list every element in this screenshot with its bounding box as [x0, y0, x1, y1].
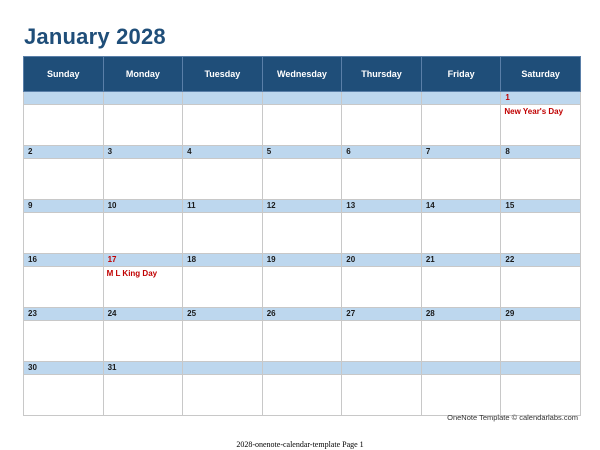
day-cell[interactable]: [24, 105, 104, 146]
day-number: 15: [501, 200, 581, 213]
day-cell[interactable]: [262, 105, 342, 146]
holiday-label: M L King Day: [106, 269, 158, 278]
day-cell[interactable]: [262, 321, 342, 362]
day-number: 19: [262, 254, 342, 267]
day-cell[interactable]: [501, 213, 581, 254]
day-cell[interactable]: [421, 375, 501, 416]
week-6-date-row: [24, 362, 581, 375]
day-number: 29: [501, 308, 581, 321]
day-number: 31: [103, 362, 183, 375]
empty-day-number: [183, 362, 263, 375]
day-cell[interactable]: [421, 321, 501, 362]
day-number: 14: [421, 200, 501, 213]
empty-day-number: [501, 362, 581, 375]
weekday-monday: Monday: [103, 57, 183, 92]
week-4-date-row: [24, 254, 581, 267]
day-number: 28: [421, 308, 501, 321]
day-cell[interactable]: [342, 321, 422, 362]
day-cell[interactable]: [183, 105, 263, 146]
day-number: 10: [103, 200, 183, 213]
day-number: 7: [421, 146, 501, 159]
day-cell[interactable]: [24, 159, 104, 200]
day-cell[interactable]: [342, 159, 422, 200]
day-cell[interactable]: [421, 213, 501, 254]
empty-day-number: [421, 92, 501, 105]
empty-day-number: [262, 92, 342, 105]
empty-day-number: [421, 362, 501, 375]
calendar-body: [24, 92, 581, 416]
day-cell[interactable]: [262, 213, 342, 254]
weekday-wednesday: Wednesday: [262, 57, 342, 92]
day-cell[interactable]: [183, 375, 263, 416]
day-number: 17: [103, 254, 183, 267]
day-cell[interactable]: [183, 321, 263, 362]
day-cell[interactable]: [421, 267, 501, 308]
day-number: 18: [183, 254, 263, 267]
day-cell[interactable]: [501, 375, 581, 416]
week-1-body-row: [24, 105, 581, 146]
template-credit: OneNote Template © calendarlabs.com: [447, 413, 578, 422]
empty-day-number: [342, 92, 422, 105]
day-number: 5: [262, 146, 342, 159]
day-number: 13: [342, 200, 422, 213]
day-cell[interactable]: [183, 159, 263, 200]
page-footer: 2028-onenote-calendar-template Page 1: [236, 440, 364, 449]
day-cell[interactable]: [342, 213, 422, 254]
calendar-grid: [23, 56, 581, 416]
day-cell[interactable]: [501, 105, 581, 146]
day-cell[interactable]: [103, 375, 183, 416]
day-cell[interactable]: [262, 267, 342, 308]
day-number: 30: [24, 362, 104, 375]
day-number: 27: [342, 308, 422, 321]
week-2-body-row: [24, 159, 581, 200]
day-cell[interactable]: [421, 159, 501, 200]
day-number: 26: [262, 308, 342, 321]
day-cell[interactable]: [24, 375, 104, 416]
weekday-sunday: Sunday: [24, 57, 104, 92]
day-number: 20: [342, 254, 422, 267]
day-number: 16: [24, 254, 104, 267]
day-cell[interactable]: [183, 267, 263, 308]
day-cell[interactable]: [103, 159, 183, 200]
day-cell[interactable]: [262, 375, 342, 416]
week-5-date-row: [24, 308, 581, 321]
day-number: 2: [24, 146, 104, 159]
day-cell[interactable]: [103, 321, 183, 362]
day-number: 22: [501, 254, 581, 267]
day-cell[interactable]: [501, 267, 581, 308]
week-4-body-row: [24, 267, 581, 308]
day-cell[interactable]: [342, 375, 422, 416]
week-2-date-row: [24, 146, 581, 159]
day-cell[interactable]: [342, 105, 422, 146]
day-cell[interactable]: [24, 321, 104, 362]
week-1-date-row: [24, 92, 581, 105]
week-3-date-row: [24, 200, 581, 213]
day-cell[interactable]: [501, 159, 581, 200]
day-cell[interactable]: [342, 267, 422, 308]
week-5-body-row: [24, 321, 581, 362]
weekday-thursday: Thursday: [342, 57, 422, 92]
empty-day-number: [183, 92, 263, 105]
day-number: 11: [183, 200, 263, 213]
day-number: 23: [24, 308, 104, 321]
day-number: 1: [501, 92, 581, 105]
day-cell[interactable]: [24, 267, 104, 308]
day-number: 25: [183, 308, 263, 321]
calendar-title: January 2028: [24, 24, 166, 49]
day-number: 12: [262, 200, 342, 213]
day-number: 9: [24, 200, 104, 213]
weekday-header-row: [24, 57, 581, 92]
empty-day-number: [103, 92, 183, 105]
day-cell[interactable]: [103, 267, 183, 308]
day-cell[interactable]: [103, 213, 183, 254]
empty-day-number: [24, 92, 104, 105]
empty-day-number: [342, 362, 422, 375]
empty-day-number: [262, 362, 342, 375]
day-cell[interactable]: [183, 213, 263, 254]
day-number: 4: [183, 146, 263, 159]
day-number: 24: [103, 308, 183, 321]
weekday-tuesday: Tuesday: [183, 57, 263, 92]
weekday-friday: Friday: [421, 57, 501, 92]
holiday-label: New Year's Day: [504, 107, 564, 116]
weekday-saturday: Saturday: [501, 57, 581, 92]
day-number: 8: [501, 146, 581, 159]
day-number: 3: [103, 146, 183, 159]
day-cell[interactable]: [24, 213, 104, 254]
day-cell[interactable]: [103, 105, 183, 146]
day-number: 21: [421, 254, 501, 267]
day-cell[interactable]: [501, 321, 581, 362]
day-number: 6: [342, 146, 422, 159]
day-cell[interactable]: [262, 159, 342, 200]
day-cell[interactable]: [421, 105, 501, 146]
week-6-body-row: [24, 375, 581, 416]
week-3-body-row: [24, 213, 581, 254]
